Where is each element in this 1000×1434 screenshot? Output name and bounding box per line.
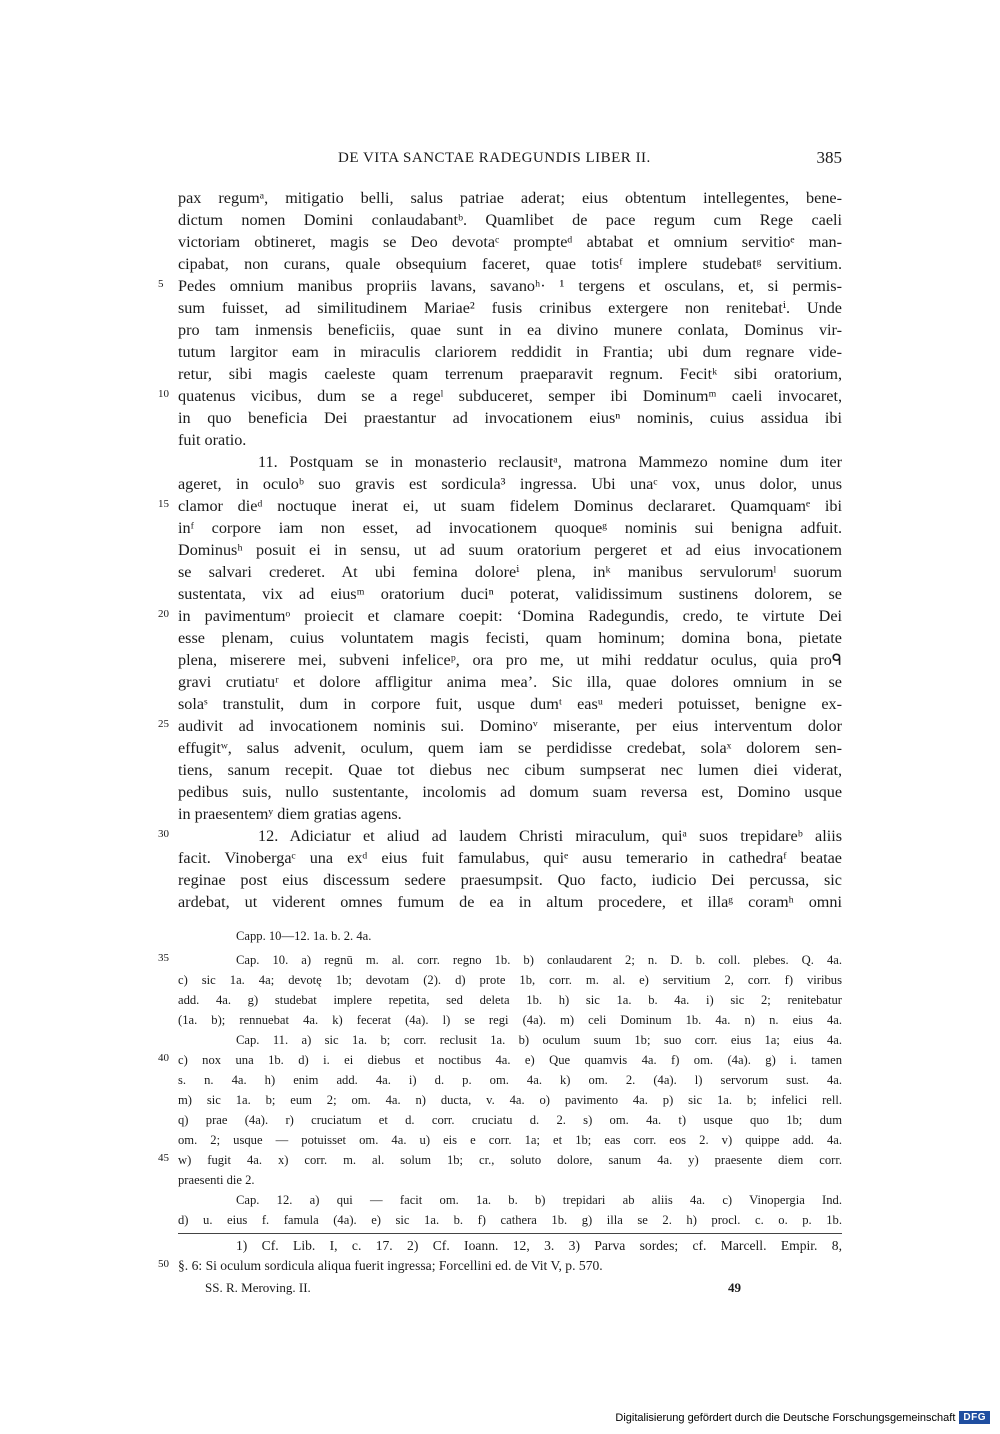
text-line: in quo beneficia Dei praestantur ad invocationem eiusⁿ nominis, cuius assidua ibi: [178, 409, 842, 427]
running-header: [178, 150, 842, 174]
text-line: quatenus vicibus, dum se a regeˡ subduceret, semper ibi Dominumᵐ caeli invocaret,: [178, 387, 842, 405]
apparatus-line: praesenti die 2.: [178, 1173, 255, 1187]
line-number: 30: [158, 828, 169, 840]
footnote-divider: [178, 1233, 842, 1234]
apparatus-line: (1a. b); rennuebat 4a. k) fecerat (4a). l) se regi (4a). m) celi Dominum 1b. 4a. n) n. eius 4a.: [178, 1013, 842, 1027]
apparatus-line: m) sic 1a. b; eum 2; om. 4a. n) ducta, v. 4a. o) pavimento 4a. p) sic 1a. b; infelici rell.: [178, 1093, 842, 1107]
line-number: 40: [158, 1052, 169, 1064]
text-line: pedibus suis, nullo sustentante, incolomis ad domum suam reversa est, Domino usque: [178, 783, 842, 801]
line-number: 35: [158, 952, 169, 964]
dfg-credit: [615, 1411, 990, 1424]
text-line: victoriam obtineret, magis se Deo devotaᶜ prompteᵈ abtabat et omnium servitioᵉ man-: [178, 233, 842, 251]
line-number: 10: [158, 388, 169, 400]
text-line: in pavimentumᵒ proiecit et clamare coepit: ‘Domina Radegundis, credo, te virtute Dei: [178, 607, 842, 625]
text-line: gravi crutiatuʳ et dolore affligitur anima mea’. Sic illa, quae dolores omnium in se: [178, 673, 842, 691]
line-number: 5: [158, 278, 164, 290]
running-title: DE VITA SANCTAE RADEGUNDIS LIBER II.: [338, 150, 651, 166]
text-line: effugitʷ, salus advenit, oculum, quem iam se perdidisse credebat, solaˣ dolorem sen-: [178, 739, 842, 757]
text-line: cipabat, non curans, quale obsequium faceret, quae totisᶠ implere studebatᵍ servitium.: [178, 255, 842, 273]
text-line: pro tam inmensis beneficiis, quae sunt in ea divino munere conlata, Dominus vir-: [178, 321, 842, 339]
text-line: ardebat, ut viderent omnes fumum de ea in altum procedere, et illaᵍ coramʰ omni: [178, 893, 842, 911]
apparatus-line: d) u. eius f. famula (4a). e) sic 1a. b. f) cathera 1b. g) illa se 2. h) procl. c. o. p. 1b.: [178, 1213, 842, 1227]
apparatus-line: add. 4a. g) studebat implere repetita, sed deleta 1b. h) sic 1a. b. 4a. i) sic 2; renitebatur: [178, 993, 842, 1007]
text-line: audivit ad invocationem nominis sui. Dominoᵛ miserante, per eius interventum dolor: [178, 717, 842, 735]
dfg-credit-text: Digitalisierung gefördert durch die Deutsche Forschungsgemeinschaft: [615, 1411, 956, 1424]
text-line: esse plenam, cuius voluntatem magis fecisti, quam hominum; domina bona, pietate: [178, 629, 842, 647]
apparatus-line: Cap. 12. a) qui — facit om. 1a. b. b) trepidari ab aliis 4a. c) Vinopergia Ind.: [236, 1193, 842, 1207]
page-number: 385: [816, 148, 842, 167]
text-line: solaˢ transtulit, dum in corpore fuit, usque dumᵗ easᵘ mederi potuisset, benigne ex-: [178, 695, 842, 713]
text-line: sustentata, vix ad eiusᵐ oratorium duciⁿ poterat, validissimum sustinens dolorem, se: [178, 585, 842, 603]
text-line: 12. Adiciatur et aliud ad laudem Christi miraculum, quiᵃ suos trepidareᵇ aliis: [258, 827, 842, 845]
footnote-line: §. 6: Si oculum sordicula aliqua fuerit ingressa; Forcellini ed. de Vit V, p. 570.: [178, 1258, 603, 1273]
text-line: fuit oratio.: [178, 431, 247, 449]
apparatus-line: Cap. 10. a) regnū m. al. corr. regno 1b. b) conlaudarent 2; n. D. b. coll. plebes. Q. 4a.: [236, 953, 842, 967]
apparatus-line: w) fugit 4a. x) corr. m. al. solum 1b; cr., soluto dolore, sanum 4a. y) praesente diem corr.: [178, 1153, 842, 1167]
text-line: se salvari crederet. At ubi femina doloreⁱ plena, inᵏ manibus servulorumˡ suorum: [178, 563, 842, 581]
text-line: Dominusʰ posuit ei in sensu, ut ad suum oratorium pergeret et ad eius invocationem: [178, 541, 842, 559]
apparatus-line: c) nox una 1b. d) i. ei diebus et noctibus 4a. e) Que quamvis 4a. f) om. (4a). g) i. tamen: [178, 1053, 842, 1067]
text-line: tiens, sanum recepit. Quae tot diebus nec cibum sumpserat nec lumen diei viderat,: [178, 761, 842, 779]
line-number: 50: [158, 1258, 169, 1270]
text-line: facit. Vinobergaᶜ una exᵈ eius fuit famulabus, quiᵉ ausu temerario in cathedraᶠ beatae: [178, 849, 842, 867]
apparatus-heading: Capp. 10—12. 1a. b. 2. 4a.: [236, 929, 372, 943]
line-number: 45: [158, 1152, 169, 1164]
text-line: tutum largitor eam in miraculis clariorem reddidit in Frantia; ubi dum regnare vide-: [178, 343, 842, 361]
apparatus-line: s. n. 4a. h) enim add. 4a. i) d. p. om. 4a. k) om. 2. (4a). l) servorum sust. 4a.: [178, 1073, 842, 1087]
line-number: 20: [158, 608, 169, 620]
sheet-number: 49: [728, 1280, 741, 1295]
text-line: in praesentemʸ diem gratias agens.: [178, 805, 402, 823]
apparatus-line: q) prae (4a). r) cruciatum et d. corr. cruciatu d. 2. s) om. 4a. t) usque quo 1b; dum: [178, 1113, 842, 1127]
footnote-line: 1) Cf. Lib. I, c. 17. 2) Cf. Ioann. 12, 3. 3) Parva sordes; cf. Marcell. Empir. 8,: [236, 1238, 842, 1253]
line-number: 15: [158, 498, 169, 510]
text-line: retur, sibi magis caeleste quam terrenum praeparavit regnum. Fecitᵏ sibi oratorium,: [178, 365, 842, 383]
signature-mark: SS. R. Meroving. II.: [205, 1280, 311, 1295]
line-number: 25: [158, 718, 169, 730]
text-line: inᶠ corpore iam non esset, ad invocationem quoqueᵍ nominis sui benigna adfuit.: [178, 519, 842, 537]
text-line: pax regumᵃ, mitigatio belli, salus patriae aderat; eius obtentum intellegentes, bene-: [178, 189, 842, 207]
text-line: 11. Postquam se in monasterio reclausitᵃ, matrona Mammezo nomine dum iter: [258, 453, 842, 471]
text-line: plena, miserere mei, subveni infeliceᵖ, ora pro me, ut mihi reddatur oculus, quia proᑫ: [178, 651, 842, 669]
text-line: dictum nomen Domini conlaudabantᵇ. Quamlibet de pace regum cum Rege caeli: [178, 211, 842, 229]
text-line: Pedes omnium manibus propriis lavans, savanoʰ· ¹ tergens et osculans, et, si permis-: [178, 277, 842, 295]
apparatus-line: c) sic 1a. 4a; devotę 1b; devotam (2). d) prote 1b, corr. m. al. e) servitium 2, corr. f) viribus: [178, 973, 842, 987]
text-line: clamor dieᵈ noctuque inerat ei, ut suam fidelem Dominus declararet. Quamquamᵉ ibi: [178, 497, 842, 515]
apparatus-line: om. 2; usque — potuisset om. 4a. u) eis e corr. 1a; et 1b; eas corr. eos 2. v) quippe add. 4a.: [178, 1133, 842, 1147]
dfg-logo: DFG: [959, 1411, 990, 1424]
text-line: ageret, in oculoᵇ suo gravis est sordicula³ ingressa. Ubi unaᶜ vox, unus dolor, unus: [178, 475, 842, 493]
apparatus-line: Cap. 11. a) sic 1a. b; corr. reclusit 1a. b) oculum suum 1b; suo corr. eius 1a; eius 4a.: [236, 1033, 842, 1047]
text-line: reginae post eius discessum sedere praesumpsit. Quo facto, iudicio Dei percussa, sic: [178, 871, 842, 889]
text-line: sum fuisset, ad similitudinem Mariae² fusis crinibus extergere non renitebatⁱ. Unde: [178, 299, 842, 317]
